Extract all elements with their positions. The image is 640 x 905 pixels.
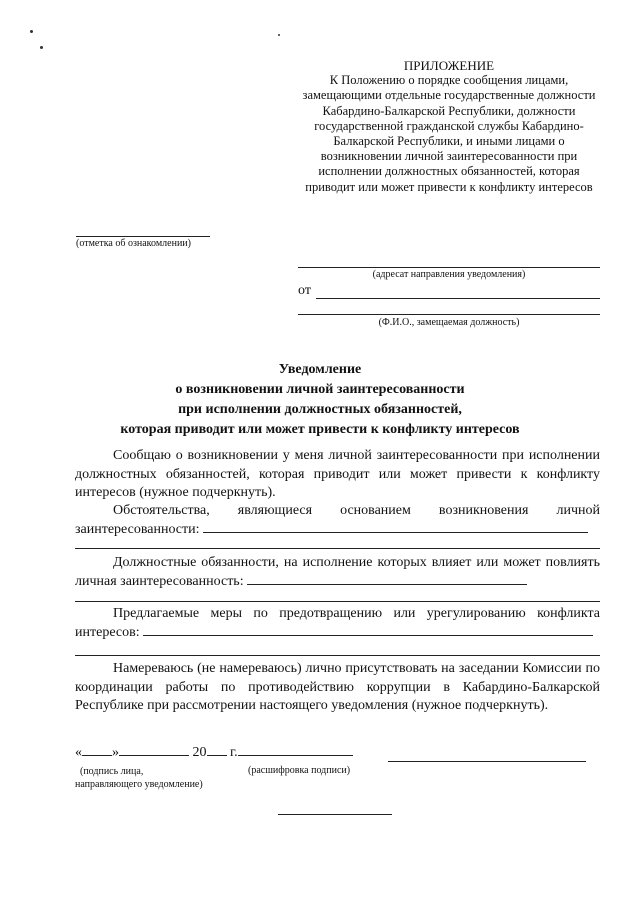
duties-line-2[interactable] [75, 601, 600, 602]
day-field[interactable] [82, 755, 112, 756]
caption-signer-line: (подпись лица, [80, 766, 144, 777]
sender-line-2[interactable] [298, 314, 600, 315]
sender-line-1[interactable] [316, 298, 600, 299]
appendix-heading: ПРИЛОЖЕНИЕ [403, 58, 495, 73]
appendix-line: государственной гражданской службы Кабардино- [314, 118, 584, 133]
month-field[interactable] [119, 755, 189, 756]
duties-text: Должностные обязанности, на исполнение которых влияет или может повлиять личная заинтересованность: [75, 555, 600, 589]
sender-caption: (Ф.И.О., замещаемая должность) [378, 317, 520, 328]
circumstances-text: Обстоятельства, являющиеся основанием возникновения личной заинтересованности: [75, 503, 600, 537]
addressee-caption: (адресат направления уведомления) [372, 269, 526, 280]
measures-text: Предлагаемые меры по предотвращению или урегулированию конфликта интересов: [75, 606, 600, 640]
appendix-line: возникновении личной заинтересованности при [320, 149, 578, 164]
signature-field[interactable] [238, 755, 353, 756]
quote-close: » [112, 745, 119, 760]
measures-line-2[interactable] [75, 655, 600, 656]
appendix-block [288, 58, 610, 195]
paragraph-measures [75, 605, 600, 642]
caption-signer [80, 765, 143, 778]
caption-decode: (расшифровка подписи) [248, 765, 351, 776]
appendix-line: К Положению о порядке сообщения лицами, [329, 73, 569, 88]
addressee-line[interactable] [298, 267, 600, 268]
appendix-line: замещающими отдельные государственные должности [302, 88, 596, 103]
year-field[interactable] [207, 755, 227, 756]
familiarization-line[interactable] [76, 236, 210, 237]
notice-title [60, 360, 580, 440]
appendix-line: исполнении должностных обязанностей, которая [318, 164, 580, 179]
appendix-line: Кабардино-Балкарской Республики, должности [322, 103, 576, 118]
duties-field[interactable] [247, 584, 527, 585]
scan-speck [278, 34, 280, 36]
circumstances-line-2[interactable] [75, 548, 600, 549]
appendix-line: Балкарской Республики, и иными лицами о [333, 134, 565, 149]
bottom-line [278, 814, 392, 815]
paragraph-duties [75, 554, 600, 591]
date-row [75, 745, 353, 761]
scan-speck [40, 46, 43, 49]
title-line: которая приводит или может привести к конфликту интересов [120, 422, 520, 437]
scan-speck [30, 30, 33, 33]
quote-open: « [75, 745, 82, 760]
title-line: о возникновении личной заинтересованности [175, 382, 465, 397]
appendix-line: приводит или может привести к конфликту интересов [305, 179, 593, 194]
measures-field[interactable] [143, 635, 593, 636]
year-suffix: г. [230, 745, 238, 760]
from-label: от [298, 283, 311, 298]
familiarization-caption: (отметка об ознакомлении) [76, 238, 191, 249]
paragraph-circumstances [75, 502, 600, 539]
title-line: при исполнении должностных обязанностей, [178, 402, 462, 417]
caption-signer-2: направляющего уведомление) [75, 779, 203, 790]
signature-decode-line[interactable] [388, 761, 586, 762]
circumstances-field[interactable] [203, 532, 588, 533]
paragraph-report: Сообщаю о возникновении у меня личной заинтересованности при исполнении должностных обязанностей, которая приводит или может привести к конфликту интересов (нужное подчеркнуть). [75, 448, 600, 500]
year-prefix: 20 [192, 745, 207, 760]
paragraph-attendance: Намереваюсь (не намереваюсь) лично присутствовать на заседании Комиссии по координации работы по противодействию коррупции в Кабардино-Балкарской Республике при рассмотрении настоящего уведомления (нужное подчеркнуть). [75, 661, 600, 713]
title-line: Уведомление [278, 362, 362, 377]
